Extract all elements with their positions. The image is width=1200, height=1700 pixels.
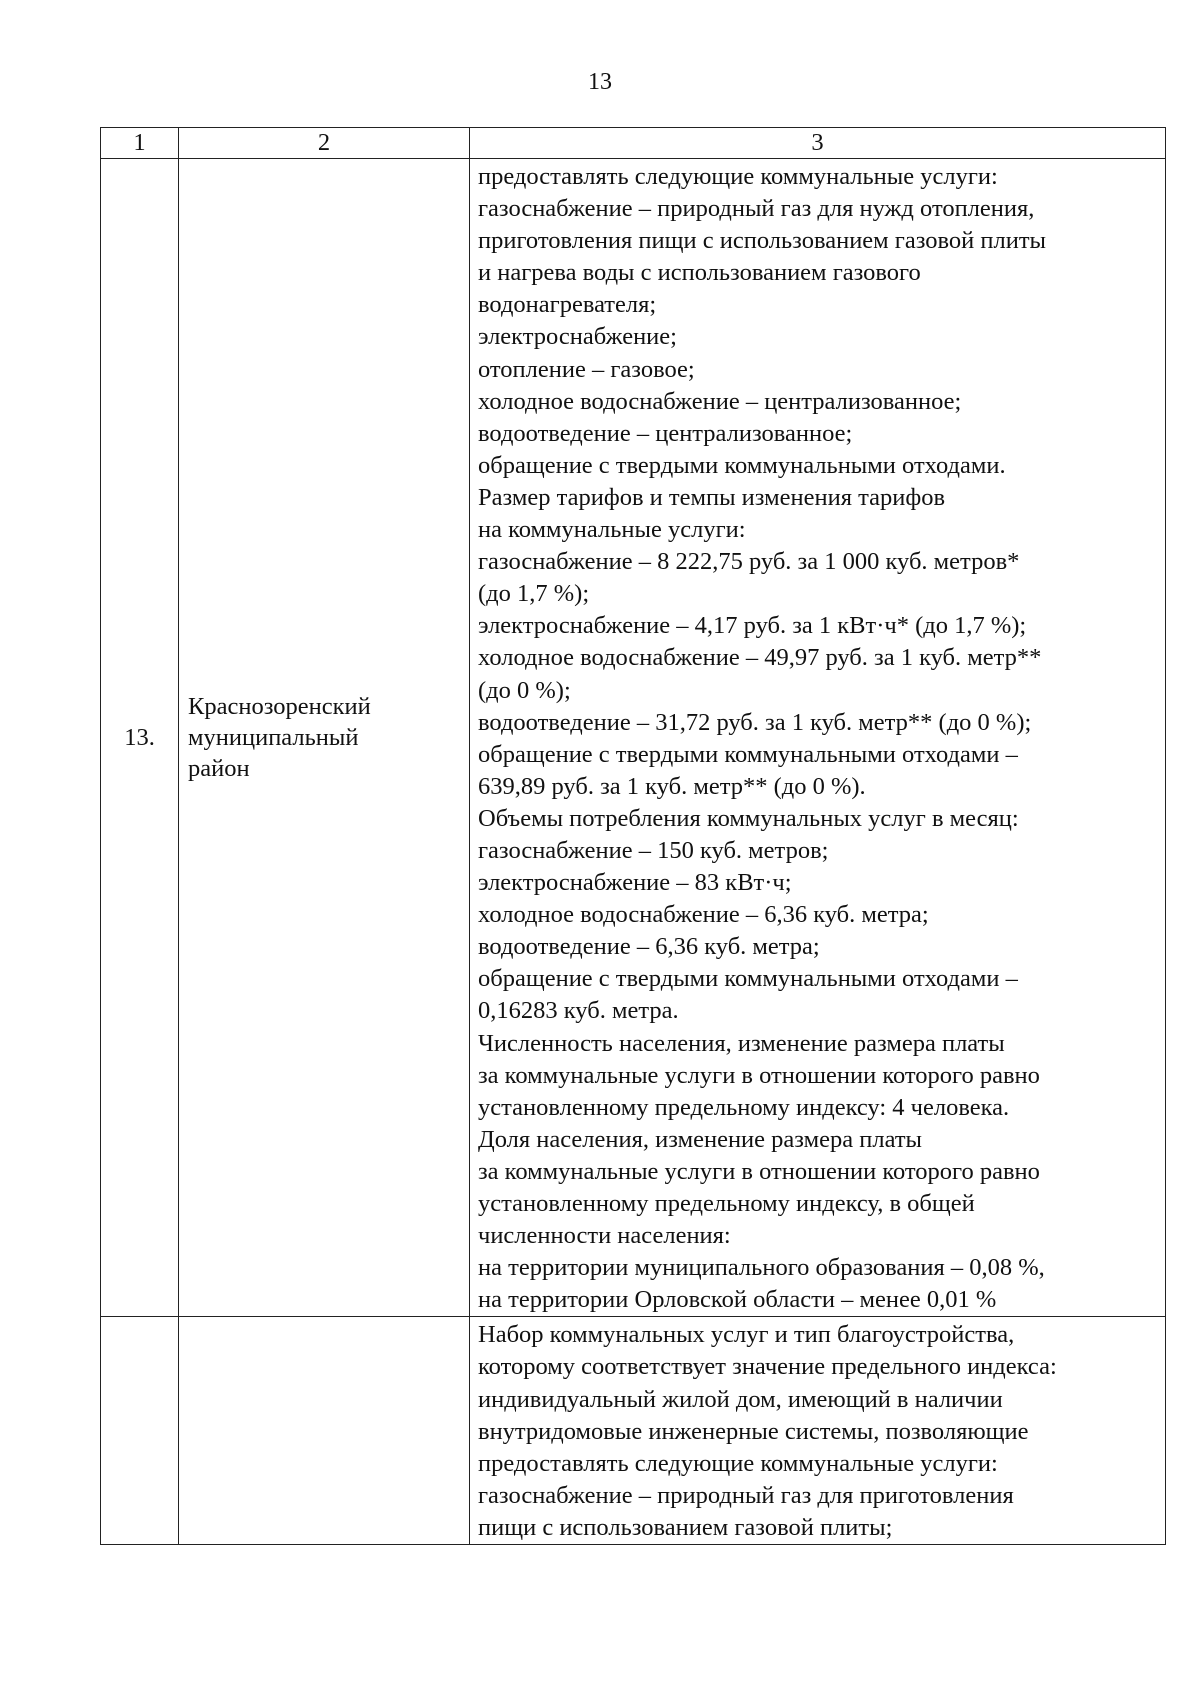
description-cell (470, 1317, 1166, 1545)
text-line: Объемы потребления коммунальных услуг в месяц: (478, 804, 1019, 832)
text-line: (до 0 %); (478, 676, 571, 704)
text-line: обращение с твердыми коммунальными отходами. (478, 451, 1006, 479)
text-line: электроснабжение – 4,17 руб. за 1 кВт·ч* (до 1,7 %); (478, 612, 1027, 640)
text-line: пищи с использованием газовой плиты; (478, 1513, 893, 1541)
text-line: водоотведение – 6,36 куб. метра; (478, 933, 820, 961)
text-line: Набор коммунальных услуг и тип благоустройства, (478, 1321, 1015, 1349)
document-table (100, 127, 1166, 1545)
text-line: и нагрева воды с использованием газового (478, 259, 921, 287)
table-row (101, 1317, 1166, 1545)
text-line: газоснабжение – природный газ для нужд отопления, (478, 195, 1035, 223)
text-line: индивидуальный жилой дом, имеющий в наличии (478, 1385, 1003, 1413)
municipality-name-line: Краснозоренский (188, 693, 371, 721)
text-line: 0,16283 куб. метра. (478, 997, 679, 1025)
text-line: Доля населения, изменение размера платы (478, 1125, 922, 1153)
text-line: газоснабжение – природный газ для приготовления (478, 1481, 1014, 1509)
text-line: на территории муниципального образования – 0,08 %, (478, 1254, 1045, 1282)
municipality-name-line: муниципальный (188, 724, 359, 752)
municipality-name-line: район (188, 755, 250, 783)
text-line: водоотведение – централизованное; (478, 419, 853, 447)
text-line: предоставлять следующие коммунальные услуги: (478, 163, 998, 190)
text-line: обращение с твердыми коммунальными отходами – (478, 965, 1018, 993)
text-line: электроснабжение – 83 кВт·ч; (478, 869, 792, 897)
text-line: которому соответствует значение предельного индекса: (478, 1353, 1057, 1381)
column-header-2: 2 (179, 128, 470, 159)
text-line: установленному предельному индексу, в общей (478, 1190, 975, 1217)
text-line: Размер тарифов и темпы изменения тарифов (478, 483, 946, 511)
column-header-3: 3 (470, 128, 1166, 159)
text-line: холодное водоснабжение – 49,97 руб. за 1 куб. метр** (478, 644, 1042, 672)
page-number: 13 (588, 69, 612, 95)
text-line: 639,89 руб. за 1 куб. метр** (до 0 %). (478, 772, 866, 800)
empty-number-cell (101, 1317, 179, 1545)
text-line: на территории Орловской области – менее 0,01 % (478, 1286, 997, 1314)
municipality-name (179, 159, 470, 1317)
text-line: предоставлять следующие коммунальные услуги: (478, 1449, 998, 1477)
text-line: обращение с твердыми коммунальными отходами – (478, 740, 1018, 768)
text-line: водоотведение – 31,72 руб. за 1 куб. метр** (до 0 %); (478, 708, 1032, 736)
text-line: Численность населения, изменение размера платы (478, 1029, 1005, 1057)
text-line: за коммунальные услуги в отношении которого равно (478, 1061, 1040, 1089)
text-line: газоснабжение – 8 222,75 руб. за 1 000 куб. метров* (478, 548, 1020, 576)
empty-name-cell (179, 1317, 470, 1545)
text-line: электроснабжение; (478, 323, 677, 351)
text-line: водонагревателя; (478, 291, 657, 319)
text-line: холодное водоснабжение – 6,36 куб. метра; (478, 901, 929, 929)
text-line: газоснабжение – 150 куб. метров; (478, 836, 829, 864)
text-line: внутридомовые инженерные системы, позволяющие (478, 1417, 1029, 1445)
text-line: численности населения: (478, 1222, 731, 1250)
column-header-1: 1 (101, 128, 179, 159)
text-line: приготовления пищи с использованием газовой плиты (478, 227, 1047, 255)
text-line: (до 1,7 %); (478, 580, 590, 608)
table-row (101, 159, 1166, 1317)
text-line: холодное водоснабжение – централизованное; (478, 387, 962, 415)
text-line: за коммунальные услуги в отношении которого равно (478, 1157, 1040, 1185)
text-line: на коммунальные услуги: (478, 516, 746, 544)
description-cell (470, 159, 1166, 1317)
text-line: отопление – газовое; (478, 355, 695, 383)
text-line: установленному предельному индексу: 4 человека. (478, 1093, 1010, 1121)
row-number: 13. (101, 159, 179, 1317)
table-header-row (101, 128, 1166, 159)
